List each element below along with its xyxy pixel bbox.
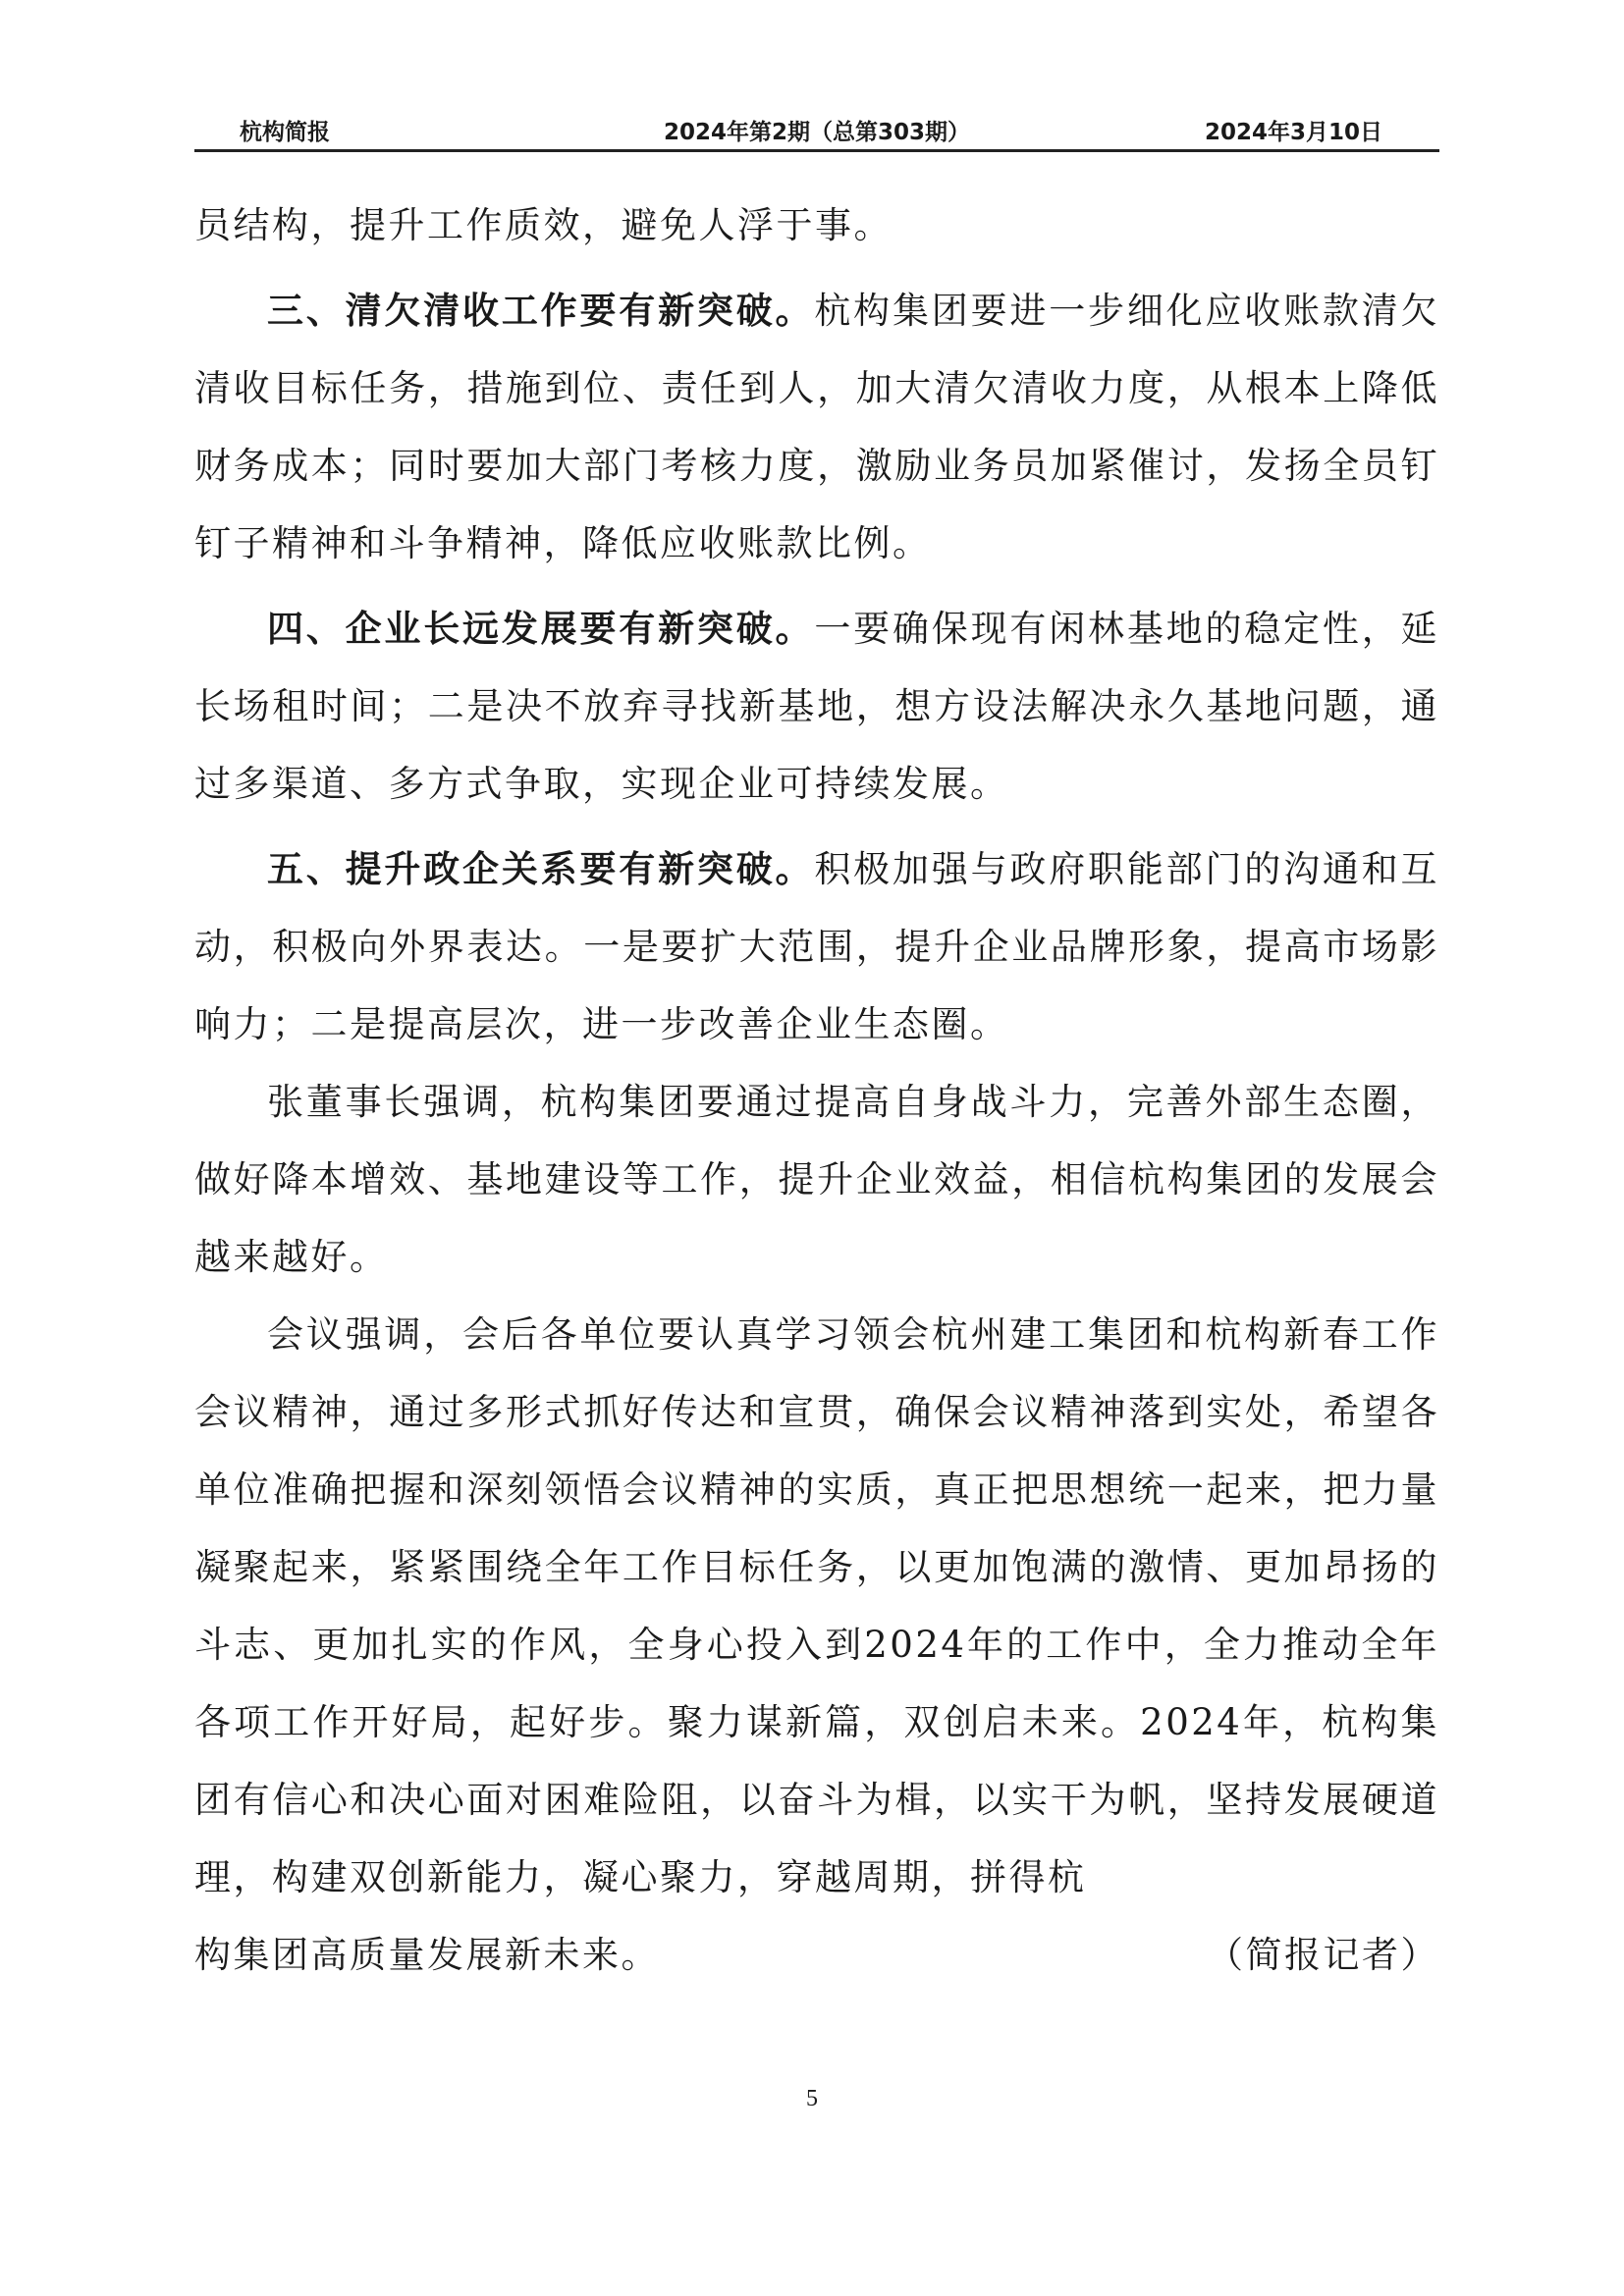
point-five-text: 积极加强与政府职能部门的沟通和互动，积极向外界表达。一是要扩大范围，提升企业品牌形象，提高市场影响力；二是提高层次，进一步改善企业生态圈。 — [194, 848, 1440, 1045]
paragraph-meeting-emphasis: 会议强调，会后各单位要认真学习领会杭州建工集团和杭构新春工作会议精神，通过多形式抓好传达和宣贯，确保会议精神落到实处，希望各单位准确把握和深刻领悟会议精神的实质，真正把思想统一起来，把力量凝聚起来，紧紧围绕全年工作目标任务，以更加饱满的激情、更加昂扬的斗志、更加扎实的作风，全身心投入到2024年的工作中，全力推动全年各项工作开好局，起好步。聚力谋新篇，双创启未来。2024年，杭构集团有信心和决心面对困难险阻，以奋斗为楫，以实干为帆，坚持发展硬道理，构建双创新能力，凝心聚力，穿越周期，拼得杭 — [194, 1313, 1439, 1898]
page-header — [194, 106, 1439, 152]
byline: （简报记者） — [1207, 1934, 1439, 1976]
header-publication-title: 杭构简报 — [240, 120, 330, 145]
point-three-text: 杭构集团要进一步细化应收账款清欠清收目标任务，措施到位、责任到人，加大清欠清收力度，从根本上降低财务成本；同时要加大部门考核力度，激励业务员加紧催讨，发扬全员钉钉子精神和斗争精神，降低应收账款比例。 — [194, 290, 1440, 564]
header-date: 2024年3月10日 — [1204, 120, 1382, 145]
paragraph-continuation: 员结构，提升工作质效，避免人浮于事。 — [194, 204, 893, 246]
point-four-heading: 四、企业长远发展要有新突破。 — [267, 607, 815, 650]
closing-text: 构集团高质量发展新未来。 — [194, 1934, 660, 1976]
page-number: 5 — [806, 2086, 818, 2111]
paragraph-point-five — [194, 830, 1439, 1063]
paragraph-closing-line — [194, 1916, 1439, 1994]
point-four-text: 一要确保现有闲林基地的稳定性，延长场租时间；二是决不放弃寻找新基地，想方设法解决永久基地问题，通过多渠道、多方式争取，实现企业可持续发展。 — [194, 608, 1440, 805]
paragraph-point-three — [194, 272, 1439, 582]
paragraph-chairman-remarks: 张董事长强调，杭构集团要通过提高自身战斗力，完善外部生态圈，做好降本增效、基地建设等工作，提升企业效益，相信杭构集团的发展会越来越好。 — [194, 1081, 1439, 1278]
paragraph-point-four — [194, 590, 1439, 823]
article-body — [194, 187, 1439, 1994]
point-three-heading: 三、清欠清收工作要有新突破。 — [267, 289, 815, 332]
header-issue: 2024年第2期（总第303期） — [663, 120, 971, 145]
point-five-heading: 五、提升政企关系要有新突破。 — [267, 847, 815, 890]
